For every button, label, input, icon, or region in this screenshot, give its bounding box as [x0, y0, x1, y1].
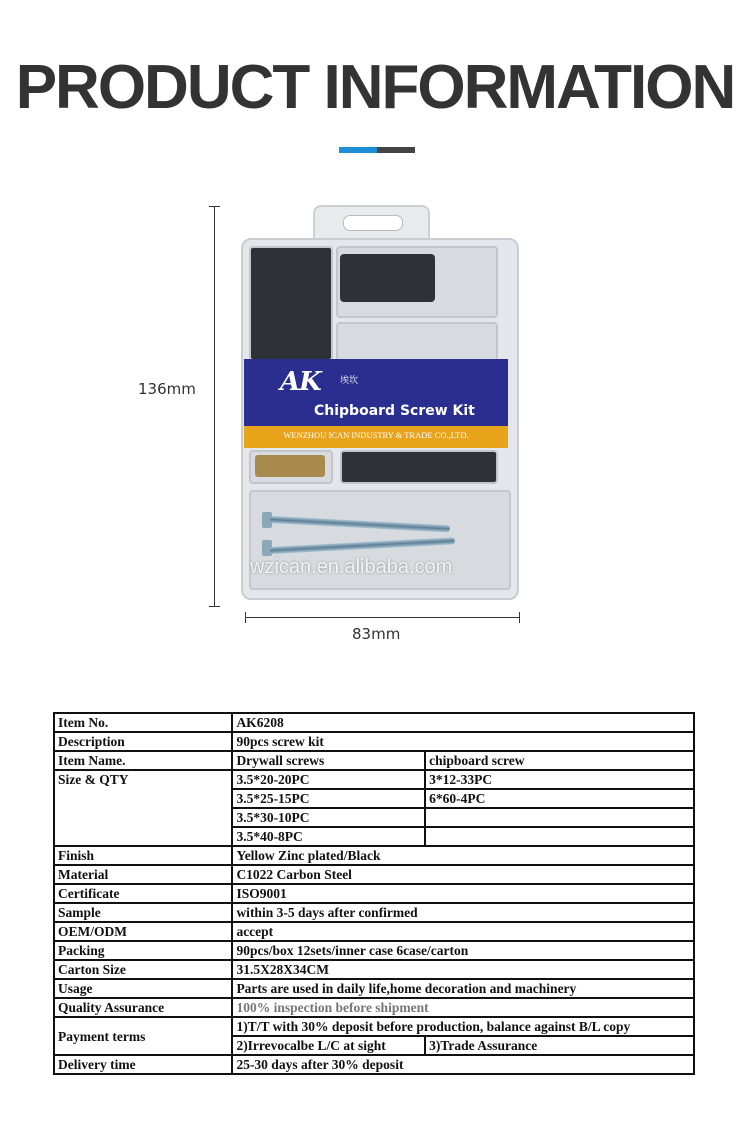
spec-value: 3.5*30-10PC: [232, 808, 425, 827]
table-row: [54, 903, 694, 922]
spec-label: OEM/ODM: [54, 922, 232, 941]
spec-table: [53, 712, 695, 1075]
spec-value: 90pcs screw kit: [232, 732, 694, 751]
spec-value: 3)Trade Assurance: [425, 1036, 694, 1055]
spec-value: 3.5*25-15PC: [232, 789, 425, 808]
spec-label: Quality Assurance: [54, 998, 232, 1017]
spec-value: Yellow Zinc plated/Black: [232, 846, 694, 865]
title-accent-blue: [339, 147, 377, 153]
height-dimension-tick-bottom: [209, 606, 220, 607]
spec-label: Payment terms: [54, 1017, 232, 1055]
spec-label: Packing: [54, 941, 232, 960]
kit-name: Chipboard Screw Kit: [314, 403, 475, 419]
company-name: WENZHOU ICAN INDUSTRY & TRADE CO.,LTD.: [283, 430, 469, 440]
spec-label: Carton Size: [54, 960, 232, 979]
spec-label: Size & QTY: [54, 770, 232, 846]
spec-value: 31.5X28X34CM: [232, 960, 694, 979]
spec-value: 100% inspection before shipment: [232, 998, 694, 1017]
spec-value: 1)T/T with 30% deposit before production, balance against B/L copy: [232, 1017, 694, 1036]
spec-label: Usage: [54, 979, 232, 998]
table-row: [54, 979, 694, 998]
compartment-black-screws: [249, 246, 333, 361]
width-dimension-line: [245, 617, 519, 618]
spec-label: Delivery time: [54, 1055, 232, 1074]
width-dimension-tick-right: [519, 612, 520, 623]
spec-label: Material: [54, 865, 232, 884]
height-dimension-line: [214, 206, 215, 607]
height-dimension-tick-top: [209, 206, 220, 207]
table-row: [54, 884, 694, 903]
spec-value: accept: [232, 922, 694, 941]
spec-value: 3.5*40-8PC: [232, 827, 425, 846]
spec-value: 3*12-33PC: [425, 770, 694, 789]
spec-label: Sample: [54, 903, 232, 922]
spec-value: 90pcs/box 12sets/inner case 6case/carton: [232, 941, 694, 960]
spec-value: [425, 808, 694, 827]
spec-label: Item Name.: [54, 751, 232, 770]
spec-label: Finish: [54, 846, 232, 865]
spec-value: Drywall screws: [232, 751, 425, 770]
table-row: [54, 846, 694, 865]
spec-value: [425, 827, 694, 846]
page-title: PRODUCT INFORMATION: [15, 53, 735, 122]
table-row: [54, 1017, 694, 1036]
table-row: [54, 1055, 694, 1074]
table-row: [54, 865, 694, 884]
table-row: [54, 770, 694, 789]
product-label: [244, 359, 508, 451]
spec-label: Certificate: [54, 884, 232, 903]
brand-logo: AK: [280, 367, 321, 397]
table-row: [54, 751, 694, 770]
black-screws-pile: [340, 254, 435, 302]
table-row: [54, 960, 694, 979]
title-accent-dark: [377, 147, 415, 153]
watermark: wzican.en.alibaba.com: [250, 556, 453, 578]
table-row: [54, 732, 694, 751]
width-dimension-tick-left: [245, 612, 246, 623]
spec-value: chipboard screw: [425, 751, 694, 770]
spec-label: Description: [54, 732, 232, 751]
spec-value: 6*60-4PC: [425, 789, 694, 808]
spec-value: 2)Irrevocalbe L/C at sight: [232, 1036, 425, 1055]
compartment-black-long-screws: [340, 450, 498, 484]
spec-value: C1022 Carbon Steel: [232, 865, 694, 884]
compartment-middle-right: [336, 322, 498, 362]
table-row: [54, 998, 694, 1017]
spec-value: AK6208: [232, 713, 694, 732]
table-row: [54, 713, 694, 732]
table-row: [54, 941, 694, 960]
table-row: [54, 922, 694, 941]
spec-value: within 3-5 days after confirmed: [232, 903, 694, 922]
brand-logo-cn: 埃坎: [340, 375, 359, 385]
gold-screws-pile: [255, 455, 325, 477]
width-dimension-label: 83mm: [352, 625, 401, 643]
spec-value: 25-30 days after 30% deposit: [232, 1055, 694, 1074]
hanger-hole: [343, 215, 403, 231]
spec-label: Item No.: [54, 713, 232, 732]
spec-value: Parts are used in daily life,home decoration and machinery: [232, 979, 694, 998]
spec-value: ISO9001: [232, 884, 694, 903]
height-dimension-label: 136mm: [138, 380, 196, 398]
spec-value: 3.5*20-20PC: [232, 770, 425, 789]
